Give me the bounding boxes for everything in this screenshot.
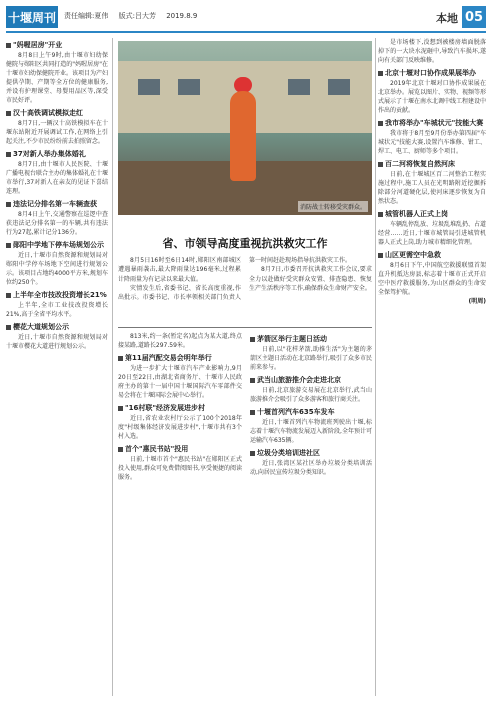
header-rule (6, 31, 486, 33)
article-body: 8月8日上午9时,由十堰市妇幼保健院与郧阳区共同打造的"妈喔居房"在十堰市妇幼保健院开业。该项目为产妇提供孕期、产期等全方位的健康服务,并设有护理课堂、母婴用品区等,深受市民好评。 (6, 52, 109, 104)
article-body: 日前,在十堰城区百二河整治工程实施过程中,施工人员在光明路附近挖掘拆除部分河道硬化层,使河床逐步恢复为自然状态。 (378, 171, 486, 205)
article-headline: 山区更需空中急救 (385, 251, 441, 259)
article-headline: 百二河将恢复自然河床 (385, 160, 455, 168)
section-divider (118, 327, 372, 328)
article (6, 40, 108, 105)
article-body: 2019年北京十堰对口协作成果展在北京举办。展览以图片、实物、视频等形式展示了十堰在南水北调中线工程建设中作出的贡献。 (378, 80, 487, 114)
bullet-icon (250, 378, 255, 383)
article-headline: 垃圾分类培训进社区 (257, 449, 320, 457)
paper-logo: 十堰周刊 (6, 6, 58, 28)
bullet-icon (118, 406, 123, 411)
article-body: 我市将于8月至9月份举办第四届"车城状元"技能大赛,设置汽车维修、钳工、焊工、电工、厨师等多个项目。 (378, 130, 486, 155)
bullet-icon (6, 43, 11, 48)
article-body: 日前,北京旅游交易展在北京举行,武当山旅游推介会吸引了众多游客和旅行商关注。 (250, 387, 372, 403)
header-info (64, 11, 205, 21)
article (250, 448, 372, 477)
bullet-icon (6, 111, 11, 116)
article (250, 334, 372, 372)
page-number: 05 (462, 6, 486, 28)
article-body: 近日,省农业农村厅公示了100个2018年度"村级集体经济发展进步村",十堰市共有3个村入选。 (118, 415, 242, 440)
article-headline: 违法记分排名第一车辆查获 (13, 200, 97, 208)
bullet-icon (378, 162, 383, 167)
article-body: 813米,约一条(暂定名)起点为某大道,终点接某路,道路长297.59米。 (118, 333, 242, 349)
article (378, 250, 486, 305)
article (6, 108, 108, 146)
bullet-icon (378, 71, 383, 76)
article (118, 353, 242, 400)
article-headline: 37对新人举办集体婚礼 (13, 150, 86, 158)
article-body: 近日,十堰市自然资源和规划局对十堰市樱花大道进行规划公示。 (6, 334, 108, 350)
bullet-icon (6, 293, 11, 298)
bullet-icon (118, 356, 123, 361)
article-headline: 汉十高铁调试模拟走红 (13, 109, 83, 117)
editor: 责任编辑:夏伟 (64, 12, 109, 20)
article-headline: 第11届汽配交易会明年举行 (125, 354, 212, 362)
article-body: 近日,十堰市自然资源和规划局对郧阳中学停车场地下空间进行规划公示。该项目占地约4000平方米,规划车位约250个。 (6, 252, 108, 286)
article-headline: 北京十堰对口协作成果展举办 (385, 69, 476, 77)
article (378, 118, 486, 156)
article (250, 375, 372, 404)
article-headline: "16村联"经济发展进步村 (125, 404, 206, 412)
flood-rescue-photo (118, 41, 372, 215)
article-body: 8月7日,一辆汉十高铁模拟车在十堰东站附近开展调试工作,在网络上引起关注,不少市民纷纷前去拍照留念。 (6, 120, 108, 145)
article (250, 407, 372, 445)
article-headline: 武当山旅游推介会走进北京 (257, 376, 341, 384)
article (6, 322, 108, 351)
column-middle-right (250, 332, 372, 480)
column-left (6, 38, 108, 354)
article-body: 为进一步扩大十堰市汽车产业影响力,9月20日至22日,由湖北省商务厅、十堰市人民政府主办的第十一届中国十堰国际汽车零部件交易会将在十堰国际会展中心举行。 (118, 365, 242, 399)
article-headline: 茅箭区举行主题日活动 (257, 335, 327, 343)
article (378, 209, 486, 247)
bullet-icon (378, 212, 383, 217)
article-body: 是市场楼下,没想到被楼房墙面脱落掉下的一大块水泥砸中,导致汽车损坏,遂向有关部门反映维修。 (378, 39, 486, 64)
article-body: 8月4日上午,交通警察在巡逻中查获违法记分排名第一的车辆,共有违法行为27起,累计记分136分。 (6, 211, 108, 236)
article (118, 403, 242, 441)
article-headline: 城管机器人正式上岗 (385, 210, 448, 218)
article-body: 车辆乱停乱放、垃圾乱堆乱扔、占道经营……近日,十堰市城管局引进城管机器人正式上岗,助力城市精细化管理。 (378, 221, 487, 246)
article-body: 日前,十堰市首个"惠民书站"在郧阳区正式投入使用,群众可免费借阅图书,享受便捷的阅读服务。 (118, 456, 242, 481)
article-body: 8月6日下午,中国航空救援联盟首架直升机抵达房县,标志着十堰市正式开启空中医疗救援服务,为山区群众的生命安全保驾护航。 (378, 262, 486, 296)
article-body: 8月7日,由十堰市人民医院、十堰广播电视台联合主办的集体婚礼在十堰市举行,37对新人在亲友的见证下喜结连理。 (6, 161, 109, 195)
bullet-icon (378, 121, 383, 126)
photo-caption: 消防战士转移受灾群众。 (298, 201, 368, 212)
article-body: 上半年,全市工业技改投资增长21%,高于全省平均水平。 (6, 302, 108, 318)
paragraph: 8月7日,市委召开抗洪救灾工作会议,要求全力以赴做好受灾群众安置、排查隐患、恢复生产生活秩序等工作,确保群众生命财产安全。 (249, 266, 372, 292)
bullet-icon (6, 325, 11, 330)
paragraph: 8月5日16时至6日14时,郧阳区南部城区遭遇暴雨袭击,最大降雨量达196毫米,过程累计降雨量为有记录以来最大值。 (118, 257, 241, 283)
bullet-icon (250, 337, 255, 342)
bullet-icon (6, 202, 11, 207)
column-middle-left (118, 332, 242, 485)
paragraph: 灾情发生后,省委书记、省长高度重视,作出批示。市委书记、市长率领相关部门负责人第一时间赶赴现场指导抗洪救灾工作。 (118, 257, 352, 302)
column-divider (112, 38, 113, 696)
bullet-icon (378, 253, 383, 258)
main-article-body (118, 256, 372, 302)
article (378, 68, 486, 115)
article-headline: "妈喔居房"开业 (13, 41, 63, 49)
bullet-icon (6, 152, 11, 157)
main-headline: 省、市领导高度重视抗洪救灾工作 (162, 237, 328, 250)
article-headline: 我市将举办"车城状元"技能大赛 (385, 119, 484, 127)
bullet-icon (250, 451, 255, 456)
article-headline: 首个"惠民书站"投用 (125, 445, 189, 453)
article (6, 290, 108, 319)
column-divider (375, 38, 376, 696)
issue-date: 2019.8.9 (166, 12, 198, 20)
article (378, 159, 486, 206)
article (118, 444, 242, 482)
masthead (0, 0, 492, 36)
bullet-icon (250, 410, 255, 415)
designer: 版式:吕大芳 (118, 12, 156, 20)
article (378, 38, 486, 65)
article-headline: 十堰首列汽车635车发车 (257, 408, 335, 416)
byline: (明周) (468, 298, 486, 305)
article (6, 240, 108, 287)
article-headline: 郧阳中学地下停车场规划公示 (13, 241, 104, 249)
bullet-icon (6, 243, 11, 248)
article-body: 近日,十堰首列汽车物流班列驶出十堰,标志着十堰汽车物流发展迈入新阶段,全年预计可运输汽车635辆。 (250, 419, 372, 444)
article-body: 日前,以"花样茅箭,助推生活"为主题的茅箭区主题日活动在北京路举行,吸引了众多市民前来参与。 (250, 346, 372, 371)
article (118, 332, 242, 350)
bullet-icon (118, 447, 123, 452)
article-headline: 樱花大道规划公示 (13, 323, 69, 331)
section-name: 本地 (436, 12, 458, 25)
article (6, 199, 108, 237)
column-right (378, 38, 486, 306)
article-body: 近日,张湾区某社区举办垃圾分类培训活动,向居民宣传垃圾分类知识。 (250, 460, 372, 476)
article-headline: 上半年全市技改投资增长21% (13, 291, 107, 299)
article (6, 149, 108, 196)
